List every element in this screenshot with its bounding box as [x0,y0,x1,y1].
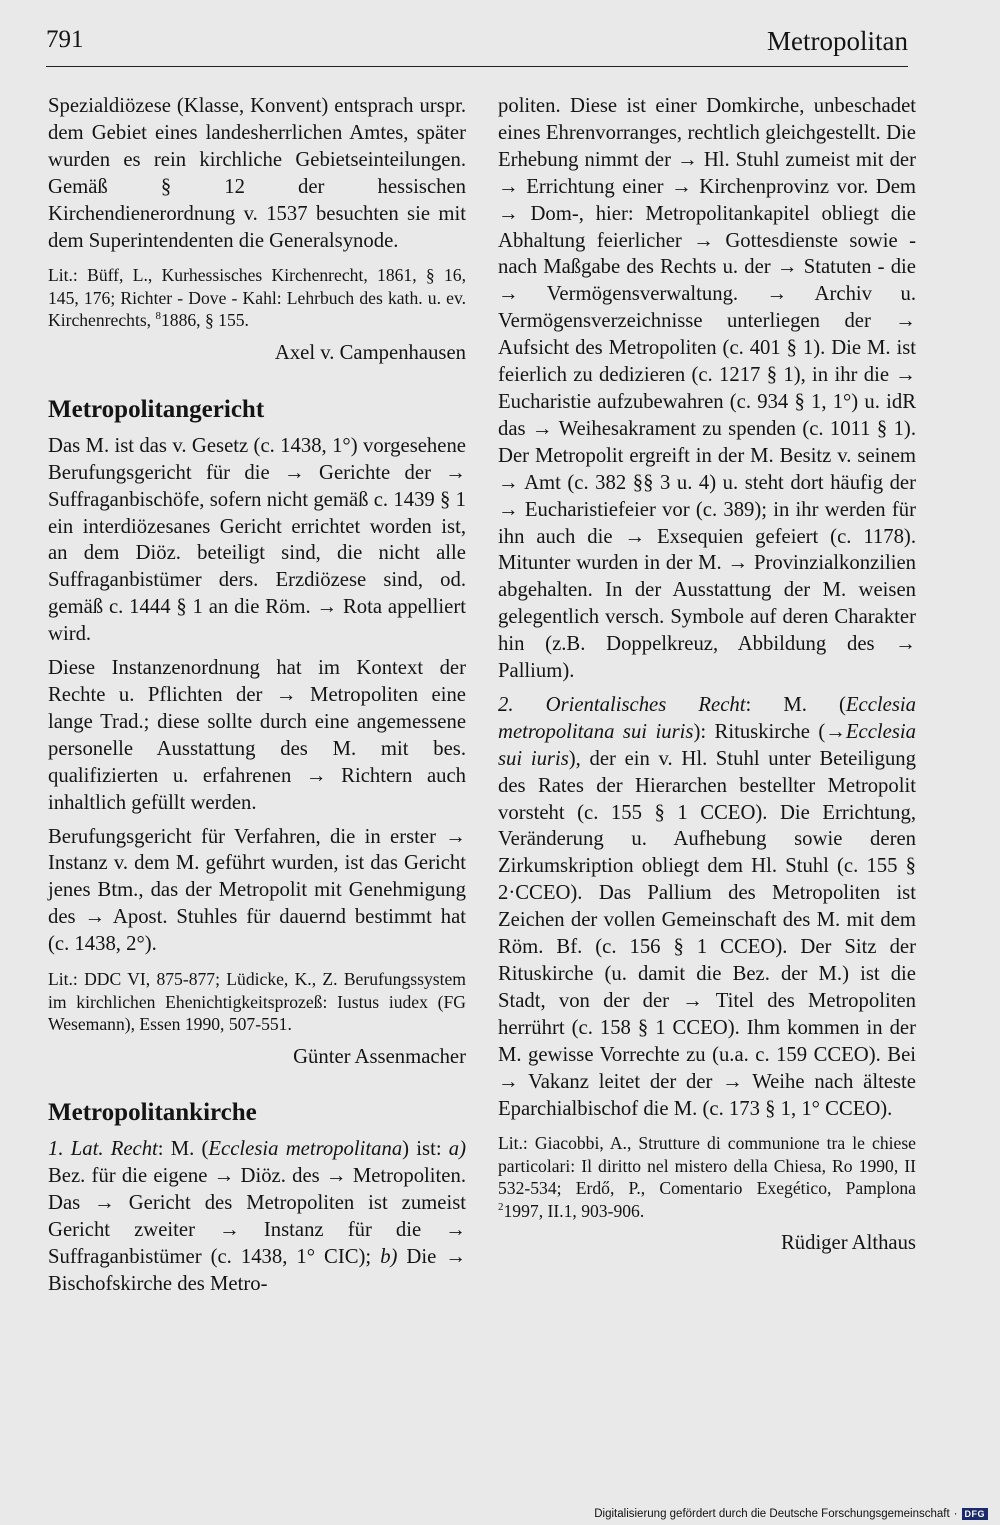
literature-2: Lit.: DDC VI, 875-877; Lüdicke, K., Z. Berufungssystem im kirchlichen Ehenichtigkeitsprozeß: Iustus iudex (FG Wesemann), Essen 1990, 507-551. [48,969,466,1035]
kirche-paragraph-2: 2. Orientalisches Recht: M. (Ecclesia metropolitana sui iuris): Rituskirche (→Ecclesia sui iuris), der ein v. Hl. Stuhl unter Beteiligung des Rates der Hierarchen bestellter Metropolit vorsteht (c. 155 § 1 CCEO). Die Errichtung, Veränderung u. Aufhebung sowie deren Zirkumskription obliegt dem Hl. Stuhl (c. 155 § 2·CCEO). Das Pallium des Metropoliten ist Zeichen der vollen Gemeinschaft des M. mit dem Röm. Bf. (c. 156 § 1 CCEO). Der Sitz der Rituskirche (u. damit die Bez. der M.) ist die Stadt, von der der → Titel des Metropoliten herrührt (c. 158 § 1 CCEO). Ihm kommen in der M. gewisse Vorrechte zu (u.a. c. 159 CCEO). Bei → Vakanz leitet der der → Weihe nach älteste Eparchialbischof die M. (c. 173 § 1, 1° CCEO). [498,693,916,1120]
author-1: Axel v. Campenhausen [274,341,466,364]
heading-metropolitangericht: Metropolitangericht [48,395,265,423]
gericht-paragraph-3: Berufungsgericht für Verfahren, die in erster → Instanz v. dem M. geführt wurden, ist das Gericht jenes Btm., das der Metropolit mit Genehmigung des → Apost. Stuhles für dauernd bestimmt hat (c. 1438, 2°). [48,825,466,956]
kirche-paragraph-1: 1. Lat. Recht: M. (Ecclesia metropolitana) ist: a) Bez. für die eigene → Diöz. des → Metropoliten. Das → Gericht des Metropoliten ist zumeist Gericht zweiter → Instanz für die → Suffraganbistümer (c. 1438, 1° CIC); b) Die → Bischofskirche des Metro- [48,1138,467,1295]
header-rule [46,66,908,67]
left-column [48,93,466,1298]
footer-text: Digitalisierung gefördert durch die Deutsche Forschungsgemeinschaft [594,1508,950,1520]
gericht-paragraph-2: Diese Instanzenordnung hat im Kontext der Rechte u. Pflichten der → Metropoliten eine lange Trad.; diese sollte durch eine angemessene personelle Ausstattung des M. mit bes. qualifizierten u. erfahrenen → Richtern auch inhaltlich gefüllt werden. [48,657,466,814]
heading-metropolitankirche: Metropolitankirche [48,1099,257,1127]
author-3: Rüdiger Althaus [780,1232,916,1255]
running-head: Metropolitan [767,26,908,56]
literature-3: Lit.: Giacobbi, A., Strutture di communione tra le chiese particolari: Il diritto nel mistero della Chiesa, Ro 1990, II 532-534; Erdő, P., Comentario Exegético, Pamplona $^2$1997, II.1, 903-906. [498,1133,916,1221]
digitization-footer [594,1508,988,1520]
page-number: 791 [46,26,84,53]
kirche-paragraph-1-continued: politen. Diese ist einer Domkirche, unbeschadet eines Ehrenvorranges, rechtlich gleichgestellt. Die Erhebung nimmt der → Hl. Stuhl zumeist mit der → Errichtung einer → Kirchenprovinz vor. Dem → Dom-, hier: Metropolitankapitel obliegt die Abhaltung feierlicher → Gottesdienste sowie - nach Maßgabe des Rechts u. der → Statuten - die → Vermögensverwaltung. → Archiv u. Vermögensverzeichnisse unterliegen der → Aufsicht des Metropoliten (c. 401 § 1). Die M. ist feierlich zu dedizieren (c. 1217 § 1), in ihr die → Eucharistie aufzubewahren (c. 934 § 1, 1°) u. idR das → Weihesakrament zu spenden (c. 1011 § 1). Der Metropolit ergreift in der M. Besitz v. seinem → Amt (c. 382 §§ 3 u. 4) u. steht dort häufig der → Eucharistiefeier vor (c. 389); in ihr werden für ihn auch die → Exsequien gefeiert (c. 1178). Mitunter wurden in der M. → Provinzialkonzilien abgehalten. In der Ausstattung der M. weisen gelegentlich versch. Symbole auf deren Charakter hin (z.B. Doppelkreuz, Abbildung des → Pallium). [498,95,916,683]
author-2: Günter Assenmacher [293,1045,466,1068]
footer-separator: · [953,1508,958,1520]
dfg-logo: DFG [962,1508,989,1520]
gericht-paragraph-1: Das M. ist das v. Gesetz (c. 1438, 1°) vorgesehene Berufungsgericht für die → Gerichte der → Suffraganbischöfe, sofern nicht gemäß c. 1439 § 1 ein interdiözesanes Gericht errichtet worden ist, an dem Diöz. beteiligt sind, die nicht alle Suffraganbistümer ders. Erzdiözese sind, od. gemäß c. 1444 § 1 an die Röm. → Rota appelliert wird. [48,434,466,646]
right-column [498,93,916,1257]
literature-1: Lit.: Büff, L., Kurhessisches Kirchenrecht, 1861, § 16, 145, 176; Richter - Dove - Kahl: Lehrbuch des kath. u. ev. Kirchenrechts, $^8$1886, § 155. [48,265,466,331]
intro-paragraph: Spezialdiözese (Klasse, Konvent) entsprach urspr. dem Gebiet eines landesherrlichen Amtes, später wurden es rein kirchliche Gebietseinteilungen. Gemäß § 12 der hessischen Kirchendienerordnung v. 1537 besuchten sie mit dem Superintendenten die Generalsynode. [48,95,466,252]
